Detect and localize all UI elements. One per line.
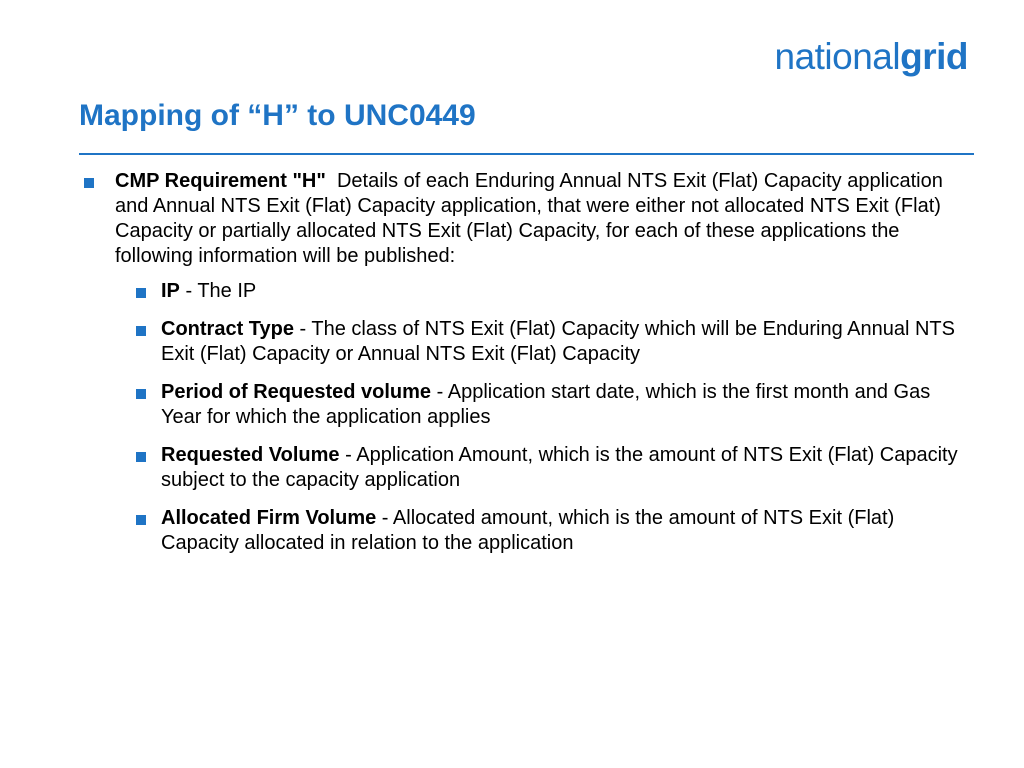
sub-item-label: Contract Type (161, 318, 294, 340)
sub-item-label: Period of Requested volume (161, 381, 432, 403)
sub-bullet-item (115, 380, 960, 430)
square-bullet-icon (136, 515, 146, 525)
sub-bullet-item (115, 443, 960, 493)
sub-item-text: - The class of NTS Exit (Flat) Capacity which will be Enduring Annual NTS Exit (Flat) Capacity or Annual NTS Exit (Flat) Capacity (161, 318, 955, 365)
logo-text-grid: grid (900, 36, 968, 77)
sub-item-text: - Allocated amount, which is the amount of NTS Exit (Flat) Capacity allocated in relation to the application (161, 507, 895, 554)
square-bullet-icon (136, 288, 146, 298)
slide-content (80, 169, 960, 569)
sub-item-text: - Application start date, which is the first month and Gas Year for which the application applies (161, 381, 931, 428)
sub-bullet-item (115, 279, 960, 304)
sub-item-label: IP (161, 280, 180, 302)
nationalgrid-logo (775, 38, 969, 75)
sub-item-text: - The IP (185, 280, 257, 302)
logo-text-national: national (774, 36, 901, 77)
sub-item-text: - Application Amount, which is the amount of NTS Exit (Flat) Capacity subject to the capacity application (161, 444, 958, 491)
main-item-label: CMP Requirement "H" (115, 170, 326, 192)
square-bullet-icon (136, 389, 146, 399)
sub-bullet-item (115, 317, 960, 367)
main-bullet-item (80, 169, 960, 556)
sub-bullet-item (115, 506, 960, 556)
main-item-text: Details of each Enduring Annual NTS Exit (Flat) Capacity application and Annual NTS Exit (Flat) Capacity application, that were either not allocated NTS Exit (Flat) Capacity or partially allocated NTS Exit (Flat) Capacity, for each of these applications the following information will be published: (115, 170, 943, 267)
title-divider (79, 153, 974, 155)
slide-title: Mapping of “H” to UNC0449 (79, 99, 476, 132)
sub-bullet-list (115, 279, 960, 556)
square-bullet-icon (136, 326, 146, 336)
sub-item-label: Allocated Firm Volume (161, 507, 377, 529)
square-bullet-icon (84, 178, 94, 188)
square-bullet-icon (136, 452, 146, 462)
sub-item-label: Requested Volume (161, 444, 340, 466)
